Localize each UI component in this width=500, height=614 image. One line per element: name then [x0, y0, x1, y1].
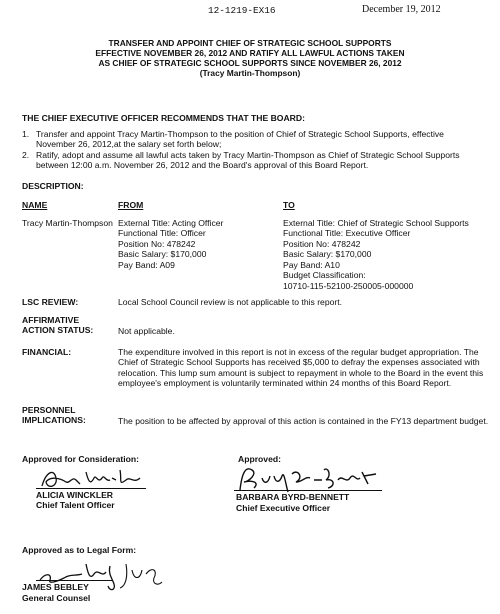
lsc-review-text: Local School Council review is not applicable to this report. [118, 297, 343, 307]
signature-line [234, 490, 382, 491]
winckler-name: ALICIA WINCKLER [36, 490, 114, 500]
personnel-label-line: IMPLICATIONS: [22, 415, 86, 426]
document-date: December 19, 2012 [362, 4, 441, 15]
recommendation-heading: THE CHIEF EXECUTIVE OFFICER RECOMMENDS THAT THE BOARD: [22, 113, 305, 123]
bebley-name: JAMES BEBLEY [22, 582, 89, 592]
recommendation-list [22, 129, 484, 171]
lsc-review-label: LSC REVIEW: [22, 297, 79, 307]
to-line: Pay Band: A10 [283, 259, 340, 270]
employee-name: Tracy Martin-Thompson [22, 218, 113, 228]
signature-line [36, 488, 146, 489]
title-line-1: TRANSFER AND APPOINT CHIEF OF STRATEGIC SCHOOL SUPPORTS [108, 38, 392, 48]
title-line-2: EFFECTIVE NOVEMBER 26, 2012 AND RATIFY ALL LAWFUL ACTIONS TAKEN [95, 48, 405, 59]
financial-text: The expenditure involved in this report is not in excess of the regular budget appropriation. The Chief of Strategic School Supports has received $5,000 to defray the expenses associated with relocation. This lump sum amount is subject to repayment in whole to the Board in the event this employee's employment is voluntarily terminated within 24 months of this Board Report. [118, 347, 484, 389]
document-number: 12-1219-EX16 [208, 5, 276, 16]
to-line: 10710-115-52100-250005-000000 [283, 280, 414, 291]
column-header-name: NAME [22, 200, 48, 210]
title-line-4: (Tracy Martin-Thompson) [199, 68, 301, 79]
personnel-label-line: PERSONNEL [22, 405, 76, 415]
item-number: 2. [22, 149, 30, 160]
from-details [118, 218, 223, 270]
signature-line [36, 580, 112, 581]
item-number: 1. [22, 129, 30, 139]
item-text: Transfer and appoint Tracy Martin-Thompson to the position of Chief of Strategic School Supports, effective November 26, 2012,at the salary set forth below; [36, 129, 444, 150]
to-details [283, 218, 469, 291]
from-line: Basic Salary: $170,000 [118, 249, 207, 260]
to-line: Position No: 478242 [283, 238, 361, 249]
recommendation-item [22, 150, 484, 171]
affirmative-label-line: AFFIRMATIVE [22, 315, 80, 325]
from-line: Functional Title: Officer [118, 228, 206, 239]
column-header-from: FROM [118, 200, 144, 210]
winckler-title: Chief Talent Officer [36, 500, 115, 510]
to-line: Budget Classification: [283, 270, 366, 281]
bebley-title: General Counsel [22, 593, 91, 603]
affirmative-label-line: ACTION STATUS: [22, 325, 94, 336]
to-line: External Title: Chief of Strategic School Supports [283, 218, 469, 228]
approved-for-consideration-label: Approved for Consideration: [22, 454, 139, 464]
recommendation-item [22, 129, 484, 150]
from-line: Pay Band: A09 [118, 259, 175, 270]
item-text: Ratify, adopt and assume all lawful acts taken by Tracy Martin-Thompson as Chief of Strategic School Supports between 12:00 a.m. November 26, 2012 and the Board's approval of this Board Report. [36, 149, 460, 171]
personnel-label [22, 405, 86, 426]
from-line: External Title: Acting Officer [118, 218, 224, 228]
affirmative-text: Not applicable. [118, 326, 175, 336]
document-title [0, 38, 500, 78]
to-line: Functional Title: Executive Officer [283, 228, 411, 239]
approved-label: Approved: [238, 454, 281, 464]
from-line: Position No: 478242 [118, 238, 196, 249]
to-line: Basic Salary: $170,000 [283, 249, 372, 260]
financial-label: FINANCIAL: [22, 347, 72, 357]
title-line-3: AS CHIEF OF STRATEGIC SCHOOL SUPPORTS SINCE NOVEMBER 26, 2012 [98, 58, 402, 69]
byrd-bennett-name: BARBARA BYRD-BENNETT [236, 492, 350, 502]
column-header-to: TO [283, 200, 295, 210]
approved-as-to-legal-form-label: Approved as to Legal Form: [22, 545, 137, 555]
description-heading: DESCRIPTION: [22, 181, 84, 191]
affirmative-label [22, 315, 93, 336]
byrd-bennett-title: Chief Executive Officer [236, 503, 331, 513]
personnel-text: The position to be affected by approval of this action is contained in the FY13 department budget. [118, 416, 489, 426]
